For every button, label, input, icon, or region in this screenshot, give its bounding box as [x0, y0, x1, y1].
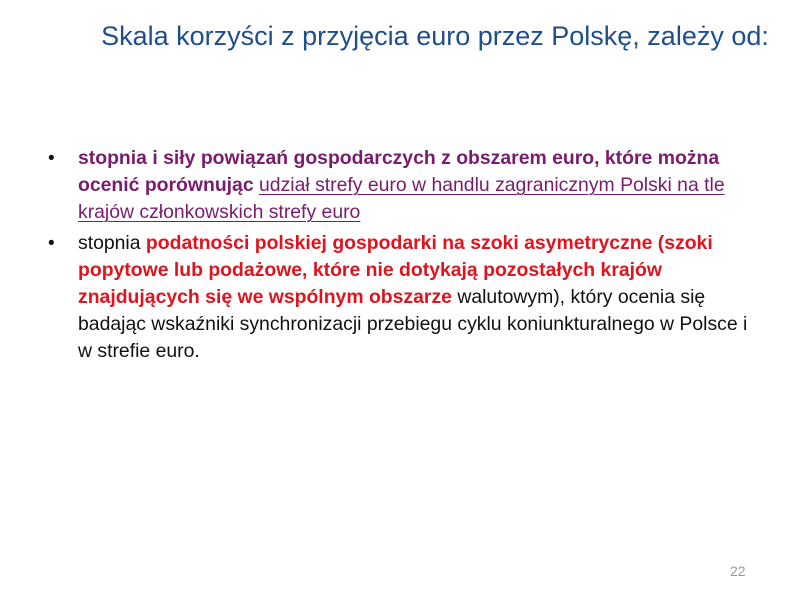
slide-title: Skala korzyści z przyjęcia euro przez Polskę, zależy od: — [101, 21, 769, 51]
bullet-dot-icon: • — [48, 148, 55, 169]
page-number: 22 — [730, 563, 746, 579]
bullet-item — [44, 145, 756, 226]
bullet-dot-icon: • — [48, 233, 55, 254]
bullet-text-emphasis: podatności polskiej gospodarki na szoki asymetryczne (szoki popytowe lub podażowe, które nie dotykają pozostałych krajów znajdujących się we wspólnym obszarze — [78, 232, 713, 308]
bullet-item — [44, 230, 756, 365]
bullet-text-lead: stopnia — [78, 232, 146, 254]
bullet-text-rest: walutowym), który ocenia się badając wskaźniki synchronizacji przebiegu cyklu koniunkturalnego w Polsce i w strefie euro. — [78, 286, 748, 362]
bullet-text-bold: stopnia i siły powiązań gospodarczych z obszarem euro, które można ocenić porównując — [78, 147, 720, 196]
bullet-text-underlined: udział strefy euro w handlu zagranicznym Polski na tle krajów członkowskich strefy euro — [78, 174, 725, 223]
bullet-list — [44, 145, 756, 369]
